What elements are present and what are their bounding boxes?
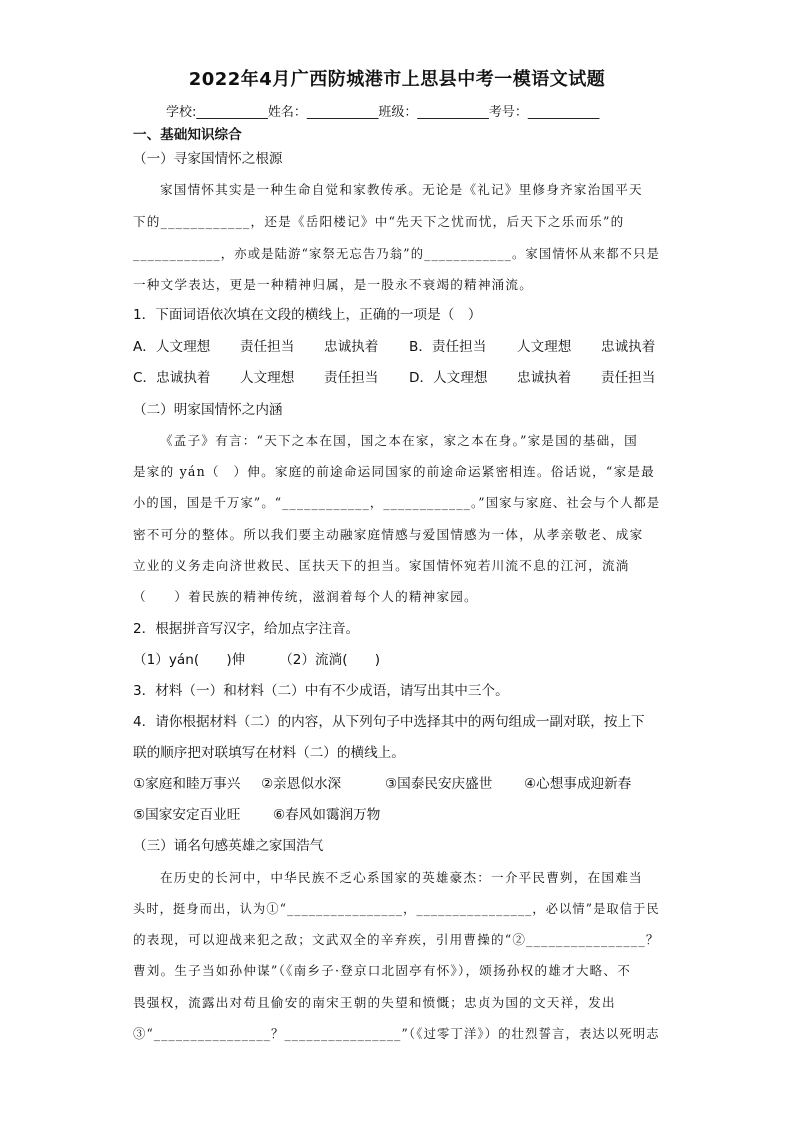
passage-1-line: 一种文学表达，更是一种精神归属，是一股永不衰竭的精神涌流。: [133, 277, 534, 292]
passage-3-line: 头时，挺身而出，认为①“________________，________________，必以情”是取信于民: [133, 901, 660, 916]
passage-3-line: 曹刘。生子当如孙仲谋”（《南乡子·登京口北固亭有怀》），颂扬孙权的雄才大略、不: [133, 963, 632, 978]
q4-option-5: ⑤国家安定百业旺: [133, 807, 241, 823]
question-3: 3．材料（一）和材料（二）中有不少成语，请写出其中三个。: [133, 683, 509, 699]
passage-2-line: 是家的 yán（ ）伸。家庭的前途命运同国家的前途命运紧密相连。俗话说，“家是最: [133, 464, 655, 479]
passage-2-line: 《孟子》有言：“天下之本在国，国之本在家，家之本在身。”家是国的基础，国: [160, 433, 638, 448]
student-info-line: 学校:___________姓名：___________班级：___________考号：___________: [166, 105, 600, 120]
passage-2-line: （ ）着民族的精神传统，滋润着每个人的精神家园。: [133, 589, 478, 604]
q1-option-a: A．人文理想: [133, 339, 211, 355]
q1-option-c-word2: 人文理想: [240, 370, 295, 386]
passage-2-line: 小的国，国是千万家”。“____________，____________。”国家与家庭、社会与个人都是: [133, 495, 661, 510]
q4-option-1: ①家庭和睦万事兴: [133, 776, 241, 792]
q1-option-a-word2: 责任担当: [240, 339, 295, 355]
q1-option-b-word3: 忠诚执着: [601, 339, 656, 355]
question-2-items: （1）yán( )伸 （2）流淌( ): [133, 652, 381, 668]
q4-option-6: ⑥春风如霭润万物: [273, 807, 381, 823]
subsection-3-heading: （三）诵名句感英雄之家国浩气: [133, 838, 324, 854]
q1-option-c-word3: 责任担当: [324, 370, 379, 386]
passage-3-line: 在历史的长河中，中华民族不乏心系国家的英雄豪杰：一介平民曹刿，在国难当: [160, 870, 643, 885]
exam-title: 2022年4月广西防城港市上思县中考一模语文试题: [188, 69, 606, 90]
q4-option-3: ③国泰民安庆盛世: [385, 776, 493, 792]
passage-2-line: 立业的义务走向济世救民、匡扶天下的担当。家国情怀宛若川流不息的江河，流淌: [133, 558, 630, 573]
q1-option-a-word3: 忠诚执着: [324, 339, 379, 355]
q1-option-b-word2: 人文理想: [517, 339, 572, 355]
passage-2-line: 密不可分的整体。所以我们要主动融家庭情感与爱国情感为一体，从孝亲敬老、成家: [133, 527, 644, 542]
question-4-line: 4．请你根据材料（二）的内容，从下列句子中选择其中的两句组成一副对联，按上下: [133, 714, 645, 730]
question-4-line: 联的顺序把对联填写在材料（二）的横线上。: [133, 745, 405, 761]
q4-option-4: ④心想事成迎新春: [524, 776, 632, 792]
passage-1-line: ____________，亦或是陆游“家祭无忘告乃翁”的____________。家国情怀从来都不只是: [133, 246, 661, 261]
passage-1-line: 下的____________，还是《岳阳楼记》中“先天下之忧而忧，后天下之乐而乐”的: [133, 214, 625, 229]
q1-option-d-word3: 责任担当: [601, 370, 656, 386]
passage-3-line: 畏强权，流露出对苟且偷安的南宋王朝的失望和愤慨；忠贞为国的文天祥，发出: [133, 995, 616, 1010]
q1-option-d: D．人文理想: [409, 370, 488, 386]
question-1: 1．下面词语依次填在文段的横线上，正确的一项是（ ）: [133, 307, 482, 323]
q1-option-c: C．忠诚执着: [133, 370, 211, 386]
section-one-heading: 一、基础知识综合: [133, 127, 242, 143]
passage-3-line: 的表现，可以迎战来犯之敌；文武双全的辛弃疾，引用曹操的“②________________？: [133, 932, 660, 947]
q4-option-2: ②亲恩似水深: [261, 776, 342, 792]
question-2: 2．根据拼音写汉字，给加点字注音。: [133, 621, 360, 637]
q1-option-b: B．责任担当: [409, 339, 487, 355]
q1-option-d-word2: 忠诚执着: [517, 370, 572, 386]
subsection-1-heading: （一）寻家国情怀之根源: [133, 151, 283, 167]
passage-3-line: ③“________________？________________”（《过零丁洋》）的壮烈誓言，表达以死明志: [133, 1026, 660, 1041]
subsection-2-heading: （二）明家国情怀之内涵: [133, 402, 283, 418]
passage-1-line: 家国情怀其实是一种生命自觉和家教传承。无论是《礼记》里修身齐家治国平天: [160, 182, 643, 197]
